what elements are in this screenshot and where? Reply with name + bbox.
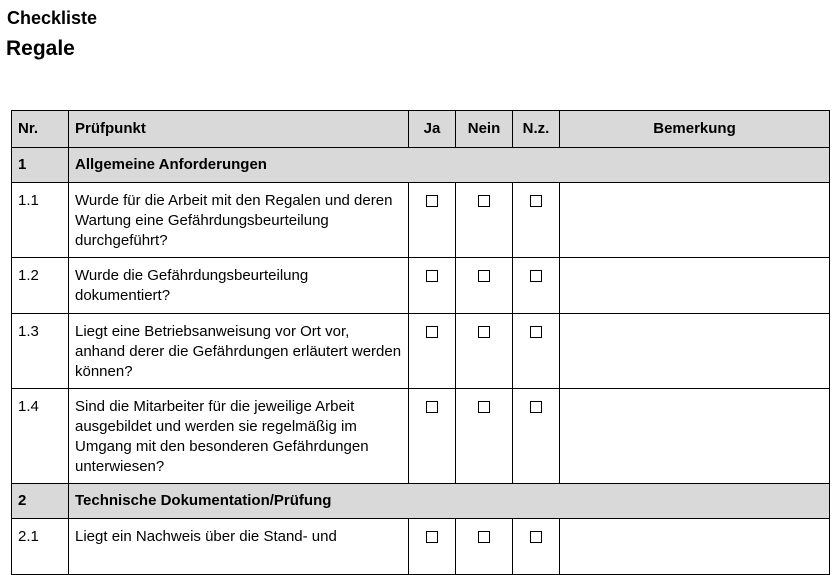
item-nr: 2.1	[12, 519, 69, 575]
item-nr: 1.1	[12, 183, 69, 258]
ja-cell	[409, 258, 456, 314]
item-text: Liegt ein Nachweis über die Stand- und	[69, 519, 409, 575]
nz-checkbox[interactable]	[530, 195, 542, 207]
ja-checkbox[interactable]	[426, 401, 438, 413]
nein-cell	[456, 389, 513, 484]
nz-checkbox[interactable]	[530, 401, 542, 413]
nz-cell	[513, 389, 560, 484]
table-row	[12, 183, 830, 258]
header-bemerkung: Bemerkung	[560, 111, 830, 148]
table-row	[12, 389, 830, 484]
item-text: Liegt eine Betriebsanweisung vor Ort vor, anhand derer die Gefährdungen erläutert werden können?	[69, 314, 409, 389]
ja-cell	[409, 183, 456, 258]
ja-cell	[409, 519, 456, 575]
item-text: Sind die Mitarbeiter für die jeweilige Arbeit ausgebildet und werden sie regelmäßig im Umgang mit den besonderen Gefährdungen unterwiesen?	[69, 389, 409, 484]
table-row	[12, 258, 830, 314]
item-text: Wurde für die Arbeit mit den Regalen und deren Wartung eine Gefährdungsbeurteilung durchgeführt?	[69, 183, 409, 258]
ja-checkbox[interactable]	[426, 531, 438, 543]
item-nr: 1.3	[12, 314, 69, 389]
nein-cell	[456, 519, 513, 575]
header-nein: Nein	[456, 111, 513, 148]
header-pruefpunkt: Prüfpunkt	[69, 111, 409, 148]
bemerkung-field[interactable]	[560, 389, 830, 484]
nein-checkbox[interactable]	[478, 401, 490, 413]
nz-cell	[513, 314, 560, 389]
nz-checkbox[interactable]	[530, 531, 542, 543]
checklist-table	[11, 110, 830, 575]
nein-cell	[456, 314, 513, 389]
table-row	[12, 314, 830, 389]
bemerkung-field[interactable]	[560, 314, 830, 389]
nein-checkbox[interactable]	[478, 326, 490, 338]
section-title: Technische Dokumentation/Prüfung	[69, 484, 830, 519]
nein-checkbox[interactable]	[478, 531, 490, 543]
nein-checkbox[interactable]	[478, 270, 490, 282]
document-title: Checkliste	[7, 8, 98, 28]
ja-cell	[409, 314, 456, 389]
nz-checkbox[interactable]	[530, 270, 542, 282]
item-text: Wurde die Gefährdungsbeurteilung dokumentiert?	[69, 258, 409, 314]
document-subtitle: Regale	[6, 37, 75, 60]
nein-cell	[456, 183, 513, 258]
header-nr: Nr.	[12, 111, 69, 148]
nein-checkbox[interactable]	[478, 195, 490, 207]
table-header-row	[12, 111, 830, 148]
section-row	[12, 148, 830, 183]
bemerkung-field[interactable]	[560, 258, 830, 314]
section-row	[12, 484, 830, 519]
bemerkung-field[interactable]	[560, 519, 830, 575]
item-nr: 1.4	[12, 389, 69, 484]
section-title: Allgemeine Anforderungen	[69, 148, 830, 183]
nz-cell	[513, 519, 560, 575]
ja-checkbox[interactable]	[426, 195, 438, 207]
header-ja: Ja	[409, 111, 456, 148]
bemerkung-field[interactable]	[560, 183, 830, 258]
ja-checkbox[interactable]	[426, 326, 438, 338]
item-nr: 1.2	[12, 258, 69, 314]
table-body	[12, 148, 830, 575]
nz-cell	[513, 258, 560, 314]
nz-cell	[513, 183, 560, 258]
ja-cell	[409, 389, 456, 484]
nz-checkbox[interactable]	[530, 326, 542, 338]
nein-cell	[456, 258, 513, 314]
section-nr: 2	[12, 484, 69, 519]
section-nr: 1	[12, 148, 69, 183]
ja-checkbox[interactable]	[426, 270, 438, 282]
header-nz: N.z.	[513, 111, 560, 148]
table-row	[12, 519, 830, 575]
